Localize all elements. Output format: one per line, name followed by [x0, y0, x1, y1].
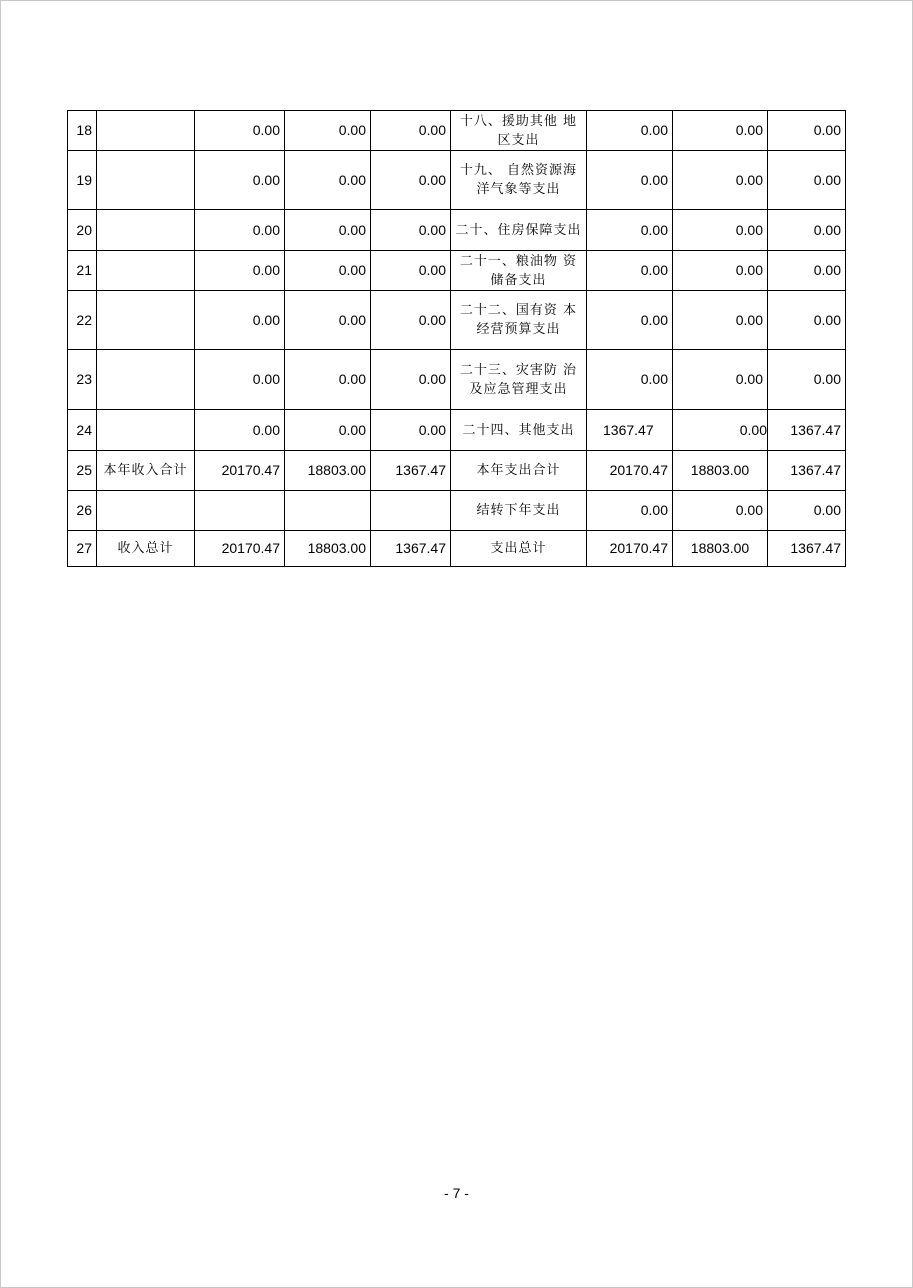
income-fund: 0.00: [371, 410, 451, 451]
row-index: 20: [68, 210, 97, 251]
income-total: [195, 491, 285, 531]
expense-item: 二十四、其他支出: [451, 410, 587, 451]
expense-general: 0.00: [673, 350, 768, 410]
expense-fund: 0.00: [768, 151, 846, 210]
income-fund: 0.00: [371, 111, 451, 151]
income-total: 0.00: [195, 251, 285, 291]
expense-fund: 0.00: [768, 291, 846, 350]
income-total: 0.00: [195, 151, 285, 210]
expense-item: 十八、援助其他 地区支出: [451, 111, 587, 151]
income-item: [97, 410, 195, 451]
expense-item: 支出总计: [451, 531, 587, 567]
row-index: 19: [68, 151, 97, 210]
row-index: 26: [68, 491, 97, 531]
table-row: [68, 531, 846, 567]
table-row: [68, 151, 846, 210]
expense-fund: 1367.47: [768, 531, 846, 567]
row-index: 18: [68, 111, 97, 151]
income-item: [97, 151, 195, 210]
income-total: 20170.47: [195, 451, 285, 491]
expense-total: 0.00: [587, 111, 673, 151]
expense-general: 0.00: [673, 111, 768, 151]
income-fund: 0.00: [371, 350, 451, 410]
page-number: - 7 -: [444, 1185, 469, 1201]
expense-item: 十九、 自然资源海洋气象等支出: [451, 151, 587, 210]
income-total: 0.00: [195, 210, 285, 251]
expense-general: 0.00: [673, 491, 768, 531]
expense-fund: 0.00: [768, 491, 846, 531]
expense-general: 18803.00: [673, 531, 768, 567]
expense-item: 二十三、灾害防 治及应急管理支出: [451, 350, 587, 410]
income-general: 0.00: [285, 251, 371, 291]
table-row: [68, 291, 846, 350]
expense-item: 二十二、国有资 本经营预算支出: [451, 291, 587, 350]
table-row: [68, 210, 846, 251]
income-item: [97, 291, 195, 350]
income-item: [97, 111, 195, 151]
income-general: 18803.00: [285, 531, 371, 567]
income-fund: 0.00: [371, 251, 451, 291]
table-row: [68, 251, 846, 291]
table-row: [68, 111, 846, 151]
expense-general: 0.00: [673, 151, 768, 210]
expense-fund: 1367.47: [768, 410, 846, 451]
expense-item: 本年支出合计: [451, 451, 587, 491]
expense-fund: 0.00: [768, 350, 846, 410]
expense-general: 18803.00: [673, 451, 768, 491]
expense-item: 二十、住房保障支出: [451, 210, 587, 251]
income-item: [97, 210, 195, 251]
expense-fund: 0.00: [768, 251, 846, 291]
table-row: [68, 410, 846, 451]
income-general: 0.00: [285, 210, 371, 251]
table-row: [68, 350, 846, 410]
income-item: [97, 491, 195, 531]
row-index: 23: [68, 350, 97, 410]
expense-total: 0.00: [587, 151, 673, 210]
table-row: [68, 491, 846, 531]
income-fund: 1367.47: [371, 451, 451, 491]
expense-general: 0.00: [673, 210, 768, 251]
row-index: 21: [68, 251, 97, 291]
expense-total: 0.00: [587, 491, 673, 531]
income-fund: 0.00: [371, 291, 451, 350]
income-item: 收入总计: [97, 531, 195, 567]
income-general: 0.00: [285, 410, 371, 451]
income-item: [97, 350, 195, 410]
income-total: 0.00: [195, 350, 285, 410]
income-general: 0.00: [285, 151, 371, 210]
income-general: 0.00: [285, 291, 371, 350]
row-index: 22: [68, 291, 97, 350]
table-row: [68, 451, 846, 491]
income-total: 0.00: [195, 410, 285, 451]
expense-total: 20170.47: [587, 531, 673, 567]
income-general: [285, 491, 371, 531]
income-total: 20170.47: [195, 531, 285, 567]
expense-fund: 0.00: [768, 210, 846, 251]
budget-table: [67, 110, 846, 567]
income-fund: 0.00: [371, 151, 451, 210]
income-item: [97, 251, 195, 291]
row-index: 24: [68, 410, 97, 451]
expense-total: 0.00: [587, 350, 673, 410]
expense-total: 0.00: [587, 251, 673, 291]
expense-total: 1367.47: [587, 410, 673, 451]
expense-general: 0.00: [673, 410, 768, 451]
income-general: 0.00: [285, 111, 371, 151]
expense-general: 0.00: [673, 251, 768, 291]
expense-total: 0.00: [587, 210, 673, 251]
row-index: 27: [68, 531, 97, 567]
expense-total: 0.00: [587, 291, 673, 350]
income-general: 18803.00: [285, 451, 371, 491]
expense-fund: 1367.47: [768, 451, 846, 491]
income-fund: [371, 491, 451, 531]
income-total: 0.00: [195, 291, 285, 350]
expense-total: 20170.47: [587, 451, 673, 491]
income-item: 本年收入合计: [97, 451, 195, 491]
expense-item: 二十一、粮油物 资储备支出: [451, 251, 587, 291]
row-index: 25: [68, 451, 97, 491]
income-general: 0.00: [285, 350, 371, 410]
income-total: 0.00: [195, 111, 285, 151]
income-fund: 1367.47: [371, 531, 451, 567]
expense-general: 0.00: [673, 291, 768, 350]
expense-item: 结转下年支出: [451, 491, 587, 531]
income-fund: 0.00: [371, 210, 451, 251]
expense-fund: 0.00: [768, 111, 846, 151]
